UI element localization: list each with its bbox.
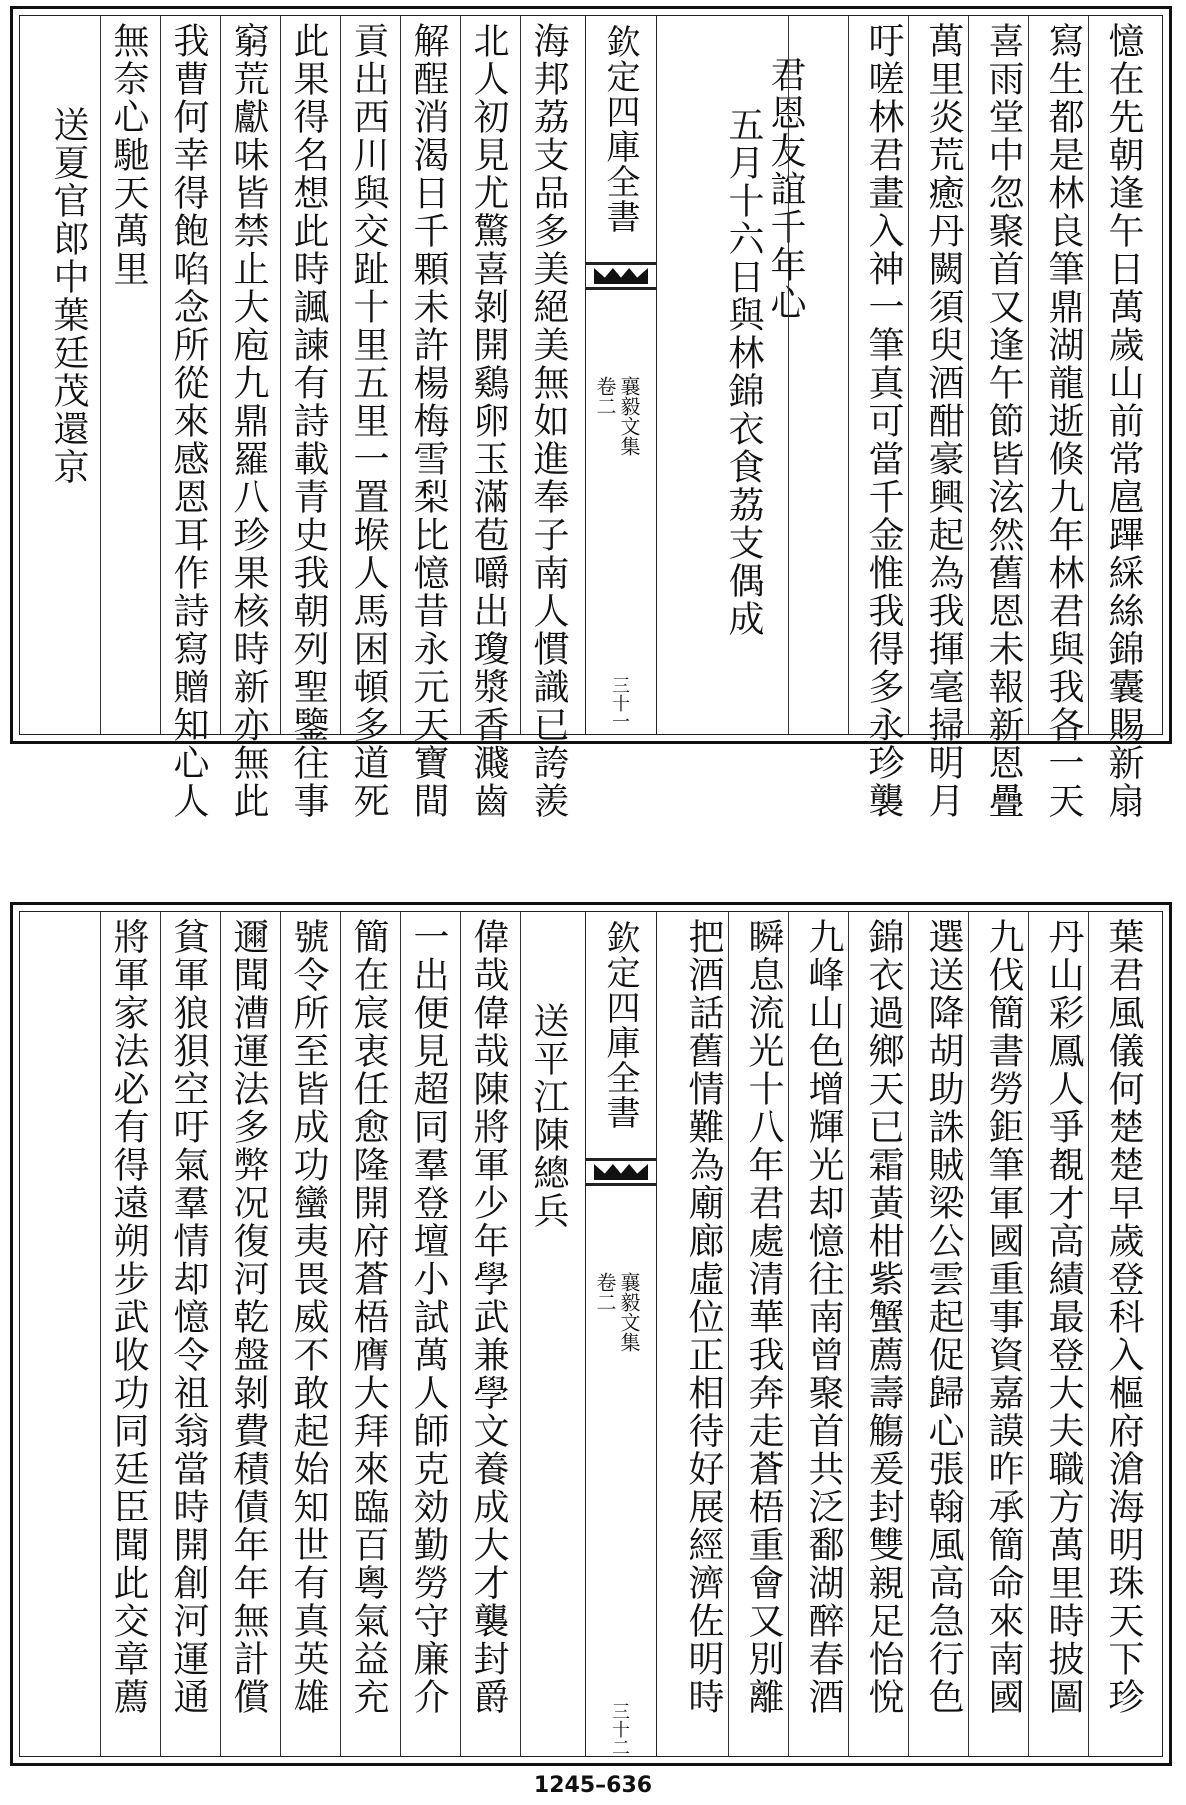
text-column xyxy=(1040,22,1086,820)
bottom-page xyxy=(10,902,1172,1766)
text-column xyxy=(105,22,151,288)
text-column-line: 瞬息流光十八年君處清華我奔走蒼梧重會又別離 xyxy=(743,918,784,1716)
text-column-line: 丹山彩鳳人爭覩才高績最登大夫職方萬里時披圖 xyxy=(1043,918,1084,1716)
text-column xyxy=(165,22,211,820)
text-column xyxy=(860,22,906,820)
top-page-frame xyxy=(19,15,1163,820)
header-page-number: 三十一 xyxy=(609,676,630,730)
text-column-line: 貧軍狼狽空吁氣羣情却憶令祖翁當時開創河運通 xyxy=(168,918,209,1716)
text-column-line: 此果得名想此時諷諫有詩載青史我朝列聖鑒往事 xyxy=(288,22,329,820)
text-column xyxy=(1040,918,1086,1716)
text-column xyxy=(1100,918,1146,1716)
center-fold xyxy=(585,16,657,734)
header-page-number: 三十二 xyxy=(609,1702,630,1756)
text-column xyxy=(465,918,511,1716)
text-column xyxy=(800,918,846,1716)
header-volume: 卷二 xyxy=(593,376,617,416)
text-column xyxy=(285,22,331,820)
text-column-line: 錦衣過鄉天已霜黃柑紫蟹薦壽觴爰封雙親足怡悅 xyxy=(863,918,904,1716)
text-column xyxy=(525,22,571,820)
fish-tail-mark xyxy=(586,262,656,290)
text-column-line: 一出便見超同羣登壇小試萬人師克効勤勞守廉介 xyxy=(408,918,449,1716)
text-column xyxy=(920,918,966,1716)
text-column xyxy=(465,22,511,820)
text-column xyxy=(920,22,966,820)
text-column-line: 偉哉偉哉陳將軍少年學武兼學文養成大才襲封爵 xyxy=(468,918,509,1716)
text-column-line: 解酲消渴日千顆未許楊梅雪梨比憶昔永元天寶間 xyxy=(408,22,449,820)
poem-title-text: 五月十六日與林錦衣食荔支偶成 xyxy=(723,106,764,638)
text-column xyxy=(405,22,451,820)
fish-tail-mark xyxy=(586,1158,656,1186)
page-footer-number: 1245–636 xyxy=(533,1773,653,1798)
text-column-line: 我曹何幸得飽啗念所從來感恩耳作詩寫贈知心人 xyxy=(168,22,209,820)
text-column-line: 憶在先朝逢午日萬歲山前常扈蹕綵絲錦囊賜新扇 xyxy=(1103,22,1144,820)
text-column xyxy=(225,22,271,820)
poem-title xyxy=(525,1002,571,1230)
text-column xyxy=(740,918,786,1716)
text-column xyxy=(1100,22,1146,820)
text-column xyxy=(860,918,906,1716)
text-column-line: 寫生都是林良筆鼎湖龍逝倏九年林君與我各一天 xyxy=(1043,22,1084,820)
text-column-line: 簡在宸衷任愈隆開府蒼梧膺大拜來臨百粵氣益充 xyxy=(348,918,389,1716)
text-column-line: 北人初見尤驚喜剝開鷄卵玉滿苞嚼出瓊漿香濺齒 xyxy=(468,22,509,820)
header-volume: 卷二 xyxy=(593,1272,617,1312)
poem-title xyxy=(720,106,766,638)
center-fold xyxy=(585,912,657,1756)
text-column-line: 號令所至皆成功蠻夷畏威不敢起始知世有真英雄 xyxy=(288,918,329,1716)
text-column-line: 海邦荔支品多美絕美無如進奉子南人慣識已誇羨 xyxy=(528,22,569,820)
poem-title-text: 送夏官郎中葉廷茂還京 xyxy=(48,106,89,486)
poem-title-text: 送平江陳總兵 xyxy=(528,1002,569,1230)
header-title: 欽定四庫全書 xyxy=(600,24,640,234)
header-work: 襄毅文集 xyxy=(617,1272,641,1352)
text-column-line: 九峰山色增輝光却憶往南曾聚首共泛鄱湖醉春酒 xyxy=(803,918,844,1716)
text-column xyxy=(285,918,331,1716)
text-column xyxy=(105,918,151,1716)
text-column-line: 將軍家法必有得遠朔步武收功同廷臣聞此交章薦 xyxy=(108,918,149,1716)
text-column-line: 萬里炎荒癒丹闕須臾酒酣豪興起為我揮毫掃明月 xyxy=(923,22,964,820)
text-column-line: 葉君風儀何楚楚早歲登科入樞府滄海明珠天下珍 xyxy=(1103,918,1144,1716)
text-column-line: 把酒話舊情難為廟廊虛位正相待好展經濟佐明時 xyxy=(683,918,724,1716)
text-column-line: 喜雨堂中忽聚首又逢午節皆泫然舊恩未報新恩疊 xyxy=(983,22,1024,820)
text-column xyxy=(345,918,391,1716)
text-column-line: 窮荒獻味皆禁止大庖九鼎羅八珍果核時新亦無此 xyxy=(228,22,269,820)
text-column-line: 邇聞漕運法多弊况復河乾盤剝費積債年年無計償 xyxy=(228,918,269,1716)
text-column xyxy=(345,22,391,820)
top-page xyxy=(10,6,1172,820)
poem-title xyxy=(45,106,91,486)
text-column-line: 無奈心馳天萬里 xyxy=(108,22,149,288)
bottom-page-frame xyxy=(19,911,1163,1757)
text-column xyxy=(762,56,808,322)
text-column-line: 貢出西川與交趾十里五里一置堠人馬困頓多道死 xyxy=(348,22,389,820)
text-column-line: 君恩友誼千年心 xyxy=(765,56,806,322)
text-column xyxy=(980,22,1026,820)
header-title: 欽定四庫全書 xyxy=(600,920,640,1130)
text-column-line: 吁嗟林君畫入神一筆真可當千金惟我得多永珍襲 xyxy=(863,22,904,820)
text-column xyxy=(165,918,211,1716)
text-column xyxy=(225,918,271,1716)
text-column xyxy=(680,918,726,1716)
text-column-line: 九伐簡書勞鉅筆軍國重事資嘉謨昨承簡命來南國 xyxy=(983,918,1024,1716)
text-column xyxy=(405,918,451,1716)
text-column-line: 選送降胡助誅賊梁公雲起促歸心張翰風高急行色 xyxy=(923,918,964,1716)
text-column xyxy=(980,918,1026,1716)
header-work: 襄毅文集 xyxy=(617,376,641,456)
